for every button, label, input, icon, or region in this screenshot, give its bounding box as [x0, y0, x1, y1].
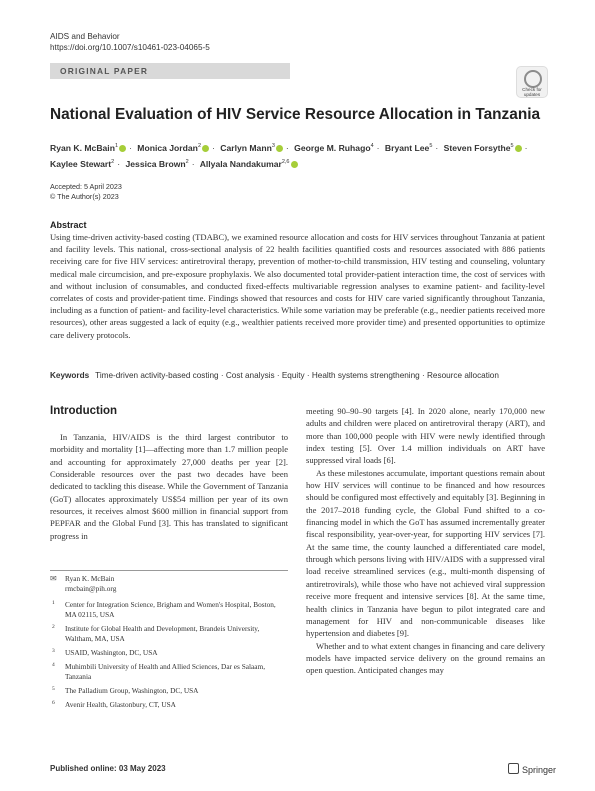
orcid-icon[interactable]: [291, 161, 298, 168]
publication-dates: [50, 182, 122, 202]
published-online: Published online: 03 May 2023: [50, 764, 166, 773]
correspondence-email[interactable]: rmcbain@pih.org: [65, 584, 117, 593]
abstract-heading: Abstract: [50, 220, 87, 230]
author[interactable]: Steven Forsythe$^5$: [444, 143, 522, 153]
intro-paragraph: In Tanzania, HIV/AIDS is the third largest contributor to morbidity and mortality [1]—affecting more than 1.7 million people and accounting for approximately 27,000 deaths per year [2]. Considerable resources over the past two decades have been dedicated to tackling this disease. While the Government of Tanzania (GoT) allocates approximately US$54 million per year of its own resources, it receives almost $600 million in financial support from PEPFAR and the Global Fund [3]. This has translated to significant progress in: [50, 432, 288, 541]
orcid-icon[interactable]: [202, 145, 209, 152]
paper-title: National Evaluation of HIV Service Resource Allocation in Tanzania: [50, 106, 541, 123]
affiliation-item: 6 Avenir Health, Glastonbury, CT, USA: [52, 700, 176, 709]
correspondence: [50, 574, 288, 594]
author-list: Ryan K. McBain$^1$ · Monica Jordan$^2$ · Carlyn Mann$^3$ · George M. Ruhago$^4$ · Bryant Lee$^5$ · Steven Forsythe$^5$ · Kaylee Stewart$^2$ · Jessica Brown$^2$ · Allyala Nandakumar$^{2,6}$: [50, 142, 528, 169]
author[interactable]: George M. Ruhago$^4$: [294, 142, 374, 153]
publisher-name: Springer: [522, 765, 557, 775]
author[interactable]: Monica Jordan$^2$: [137, 143, 209, 153]
author[interactable]: Ryan K. McBain$^1$: [50, 143, 126, 153]
author[interactable]: Bryant Lee$^5$: [384, 142, 433, 153]
author[interactable]: Allyala Nandakumar$^{2,6}$: [200, 159, 298, 169]
check-updates-icon: [524, 70, 542, 88]
doi-link[interactable]: https://doi.org/10.1007/s10461-023-04065-5: [50, 43, 210, 52]
affiliation-item: 2 Institute for Global Health and Development, Brandeis University, Waltham, MA, USA: [52, 624, 260, 643]
accepted-date: Accepted: 5 April 2023: [50, 182, 122, 191]
keywords-line: [50, 371, 550, 380]
orcid-icon[interactable]: [515, 145, 522, 152]
correspondence-name: Ryan K. McBain: [65, 574, 115, 583]
affiliation-item: 5 The Palladium Group, Washington, DC, USA: [52, 686, 199, 695]
affiliations: [50, 574, 288, 714]
copyright-line: © The Author(s) 2023: [50, 192, 119, 201]
publisher-logo: [508, 763, 556, 775]
envelope-icon: ✉: [50, 574, 57, 583]
intro-column-2: [306, 405, 545, 677]
abstract-text: Using time-driven activity-based costing (TDABC), we examined resource allocation and costs for HIV services throughout Tanzania at patient and facility levels. This national, cross-sectional analysis of 22 health facilities quantified costs and resources associated with 886 patients receiving care for five HIV services: antiretroviral therapy, prevention of mother-to-child transmission, HIV testing and counseling, voluntary medical male circumcision, and pre-exposure prophylaxis. We also documented total provider-patient interaction time, the cost of services with and without inclusion of consumables, and conducted fixed-effects multivariable regression analyses to examine patient- and facility-level correlates of costs and provider-patient time. Findings showed that resources and costs for HIV care varied significantly throughout Tanzania, including as a function of patient- and facility-level characteristics. While some variation may be preferable (e.g., needier patients received more resources), other areas suggested a lack of equity (e.g., wealthier patients received more provider time) and presented opportunities to optimize care delivery protocols.: [50, 232, 545, 340]
affiliation-item: 4 Muhimbili University of Health and Allied Sciences, Dar es Salaam, Tanzania: [52, 662, 266, 681]
springer-horse-icon: [508, 763, 519, 774]
introduction-heading: Introduction: [50, 405, 118, 417]
footnote-divider: [50, 570, 288, 571]
keywords-label: Keywords: [50, 371, 90, 380]
article-type-banner: [50, 63, 290, 79]
intro-paragraph: Whether and to what extent changes in financing and care delivery models have impacted service delivery on the ground remains an open question. Anticipated changes may: [306, 640, 545, 676]
check-updates-line2: updates: [523, 92, 541, 97]
author[interactable]: Jessica Brown$^2$: [125, 158, 189, 169]
orcid-icon[interactable]: [119, 145, 126, 152]
journal-header: [50, 31, 210, 53]
check-updates-line1: Check for: [522, 87, 542, 92]
keywords-text: Time-driven activity-based costing · Cost analysis · Equity · Health systems strengthening · Resource allocation: [95, 371, 499, 380]
check-for-updates-badge[interactable]: [516, 66, 548, 98]
author[interactable]: Kaylee Stewart$^2$: [50, 158, 115, 169]
article-type-label: ORIGINAL PAPER: [60, 66, 149, 76]
orcid-icon[interactable]: [276, 145, 283, 152]
affiliation-item: 3 USAID, Washington, DC, USA: [52, 648, 158, 657]
intro-paragraph: As these milestones accumulate, important questions remain about how HIV services will continue to be financed and how resources should be configured most effectively and equitably [3]. Beginning in the 2017–2018 funding cycle, the Global Fund shifted to a co-financing model in which the GoT has assumed incrementally greater fiscal responsibility, year-over-year, for supporting HIV services [7]. At the same time, the county launched a differentiated care model, through which persons living with HIV/AIDS with a suppressed viral load receive streamlined services (e.g., multi-month dispensing of antiretrovirals), while those who have not achieved viral suppression receive more frequent and intensive services [8]. At the same time, health clinics in Tanzania have begun to pilot integrated care and management for HIV and non-communicable diseases like hypertension and diabetes [9].: [306, 467, 545, 639]
affiliation-item: 1 Center for Integration Science, Brigham and Women's Hospital, Boston, MA 02115, USA: [52, 600, 276, 619]
journal-name: AIDS and Behavior: [50, 32, 120, 41]
author[interactable]: Carlyn Mann$^3$: [220, 143, 283, 153]
intro-paragraph: meeting 90–90–90 targets [4]. In 2020 alone, nearly 170,000 new adults and children were placed on antiretroviral therapy (ART), and more than 100,000 people with HIV were newly identified through index testing [5]. Over 1.4 million individuals on ART have suppressed viral loads [6].: [306, 406, 545, 466]
intro-column-1: [50, 431, 288, 542]
